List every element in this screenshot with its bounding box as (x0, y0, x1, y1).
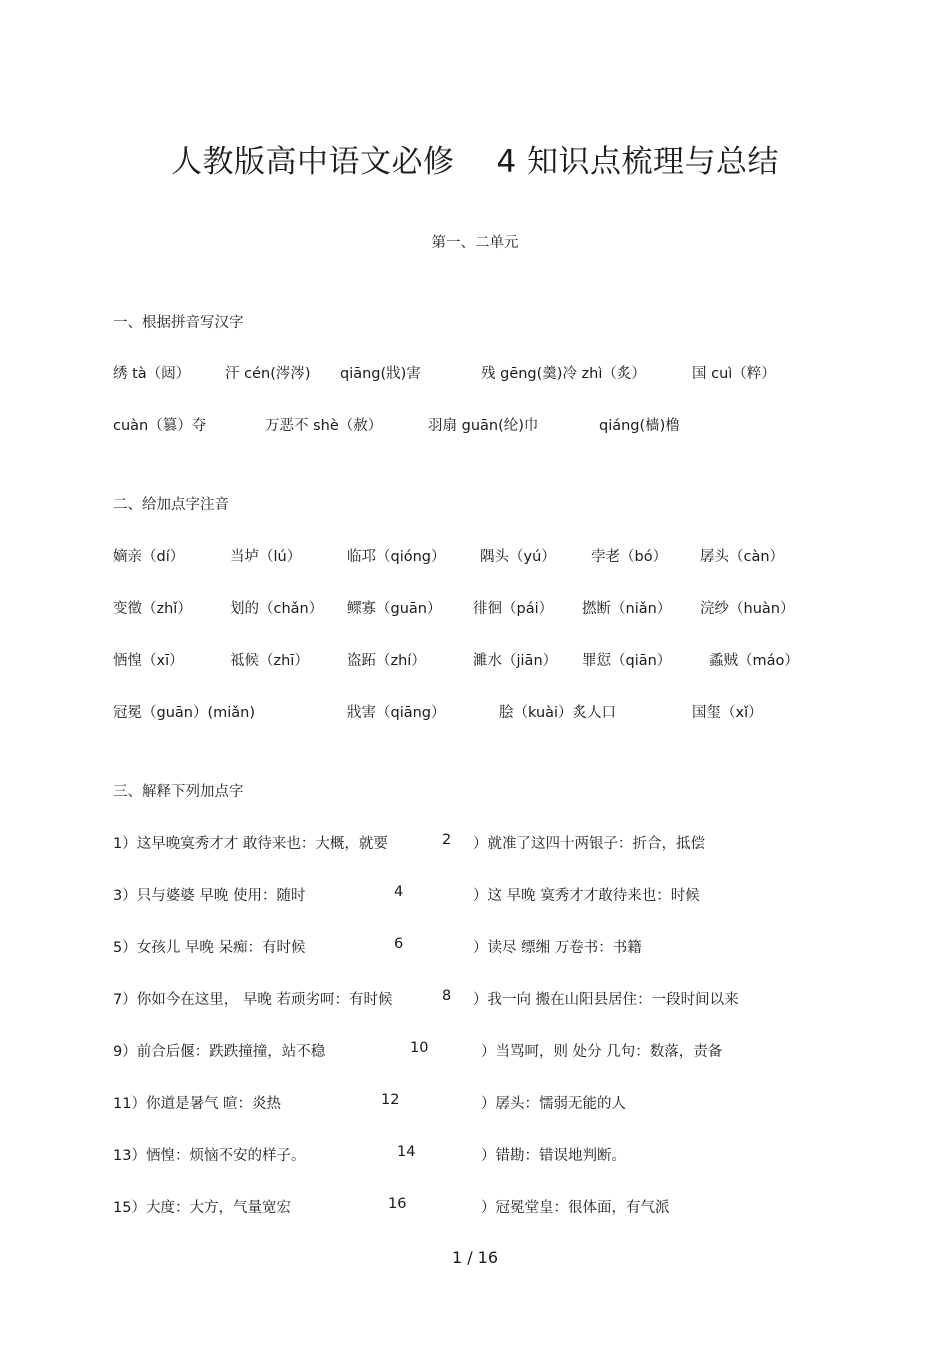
explanation-left: 9）前合后偃：跌跌撞撞，站不稳 (113, 1044, 326, 1060)
exercise-item: qiáng(樯)橹 (599, 418, 680, 434)
explanation-right: ）冠冕堂皇：很体面，有气派 (481, 1200, 670, 1216)
exercise-item: 浣纱（huàn） (700, 601, 795, 617)
explanation-left: 13）恓惶：烦恼不安的样子。 (113, 1148, 306, 1164)
document-title: 人教版高中语文必修 4 知识点梳理与总结 (170, 144, 780, 180)
exercise-item: 国玺（xǐ） (692, 705, 763, 721)
exercise-item: 徘徊（pái） (473, 601, 554, 617)
exercise-item: 绣 tà（闼） (113, 366, 191, 382)
item-number: 14 (397, 1144, 416, 1160)
exercise-item: 濉水（jiān） (473, 653, 558, 669)
exercise-item: 罪愆（qiān） (582, 653, 672, 669)
exercise-item: 临邛（qióng） (347, 549, 446, 565)
section-heading-annotate-pinyin: 二、给加点字注音 (113, 497, 229, 513)
exercise-item: 变徵（zhǐ） (113, 601, 192, 617)
exercise-item: qiāng(戕)害 (340, 366, 421, 382)
exercise-item: 汗 cén(涔涔) (225, 366, 311, 382)
explanation-left: 3）只与婆婆 早晚 使用：随时 (113, 888, 306, 904)
exercise-item: cuàn（篡）夺 (113, 418, 207, 434)
exercise-item: 戕害（qiāng） (347, 705, 446, 721)
item-number: 6 (394, 936, 404, 952)
exercise-item: 蟊贼（máo） (709, 653, 799, 669)
exercise-item: 羽扇 guān(纶)巾 (428, 418, 539, 434)
explanation-right: ）当骂呵，则 处分 几句：数落，责备 (481, 1044, 723, 1060)
explanation-right: ）读尽 缥缃 万卷书：书籍 (473, 940, 642, 956)
exercise-item: 撚断（niǎn） (582, 601, 672, 617)
explanation-left: 11）你道是暑气 暄：炎热 (113, 1096, 282, 1112)
explanation-right: ）我一向 搬在山阳县居住：一段时间以来 (473, 992, 739, 1008)
exercise-item: 残 gēng(羹)冷 zhì（炙） (481, 366, 646, 382)
exercise-item: 盗跖（zhí） (347, 653, 426, 669)
exercise-item: 隅头（yú） (480, 549, 556, 565)
exercise-item: 孛老（bó） (591, 549, 668, 565)
exercise-item: 国 cuì（粹） (692, 366, 776, 382)
unit-subtitle: 第一、二单元 (431, 235, 519, 251)
explanation-left: 7）你如今在这里， 早晚 若顽劣呵：有时候 (113, 992, 393, 1008)
explanation-left: 5）女孩儿 早晚 呆痴：有时候 (113, 940, 306, 956)
explanation-right: ）错勘：错误地判断。 (481, 1148, 626, 1164)
explanation-left: 1）这早晚寞秀才才 敢待来也：大概，就要 (113, 836, 388, 852)
page-number: 1 / 16 (451, 1248, 499, 1267)
exercise-item: 祗候（zhī） (230, 653, 309, 669)
explanation-right: ）孱头：懦弱无能的人 (481, 1096, 626, 1112)
section-heading-explain-words: 三、解释下列加点字 (113, 784, 244, 800)
item-number: 16 (388, 1196, 407, 1212)
exercise-item: 当垆（lú） (230, 549, 302, 565)
section-heading-pinyin-to-hanzi: 一、根据拼音写汉字 (113, 315, 244, 331)
explanation-left: 15）大度：大方，气量宽宏 (113, 1200, 291, 1216)
explanation-right: ）就准了这四十两银子：折合，抵偿 (473, 836, 705, 852)
exercise-item: 划的（chǎn） (230, 601, 324, 617)
exercise-item: 万恶不 shè（赦） (265, 418, 383, 434)
item-number: 2 (442, 832, 452, 848)
exercise-item: 恓惶（xī） (113, 653, 184, 669)
exercise-item: 脍（kuài）炙人口 (499, 705, 617, 721)
exercise-item: 嫡亲（dí） (113, 549, 185, 565)
item-number: 12 (381, 1092, 400, 1108)
exercise-item: 孱头（càn） (700, 549, 785, 565)
item-number: 8 (442, 988, 452, 1004)
explanation-right: ）这 早晚 寞秀才才敢待来也：时候 (473, 888, 700, 904)
item-number: 4 (394, 884, 404, 900)
exercise-item: 冠冕（guān）(miǎn) (113, 705, 256, 721)
exercise-item: 鳏寡（guān） (347, 601, 442, 617)
item-number: 10 (410, 1040, 429, 1056)
